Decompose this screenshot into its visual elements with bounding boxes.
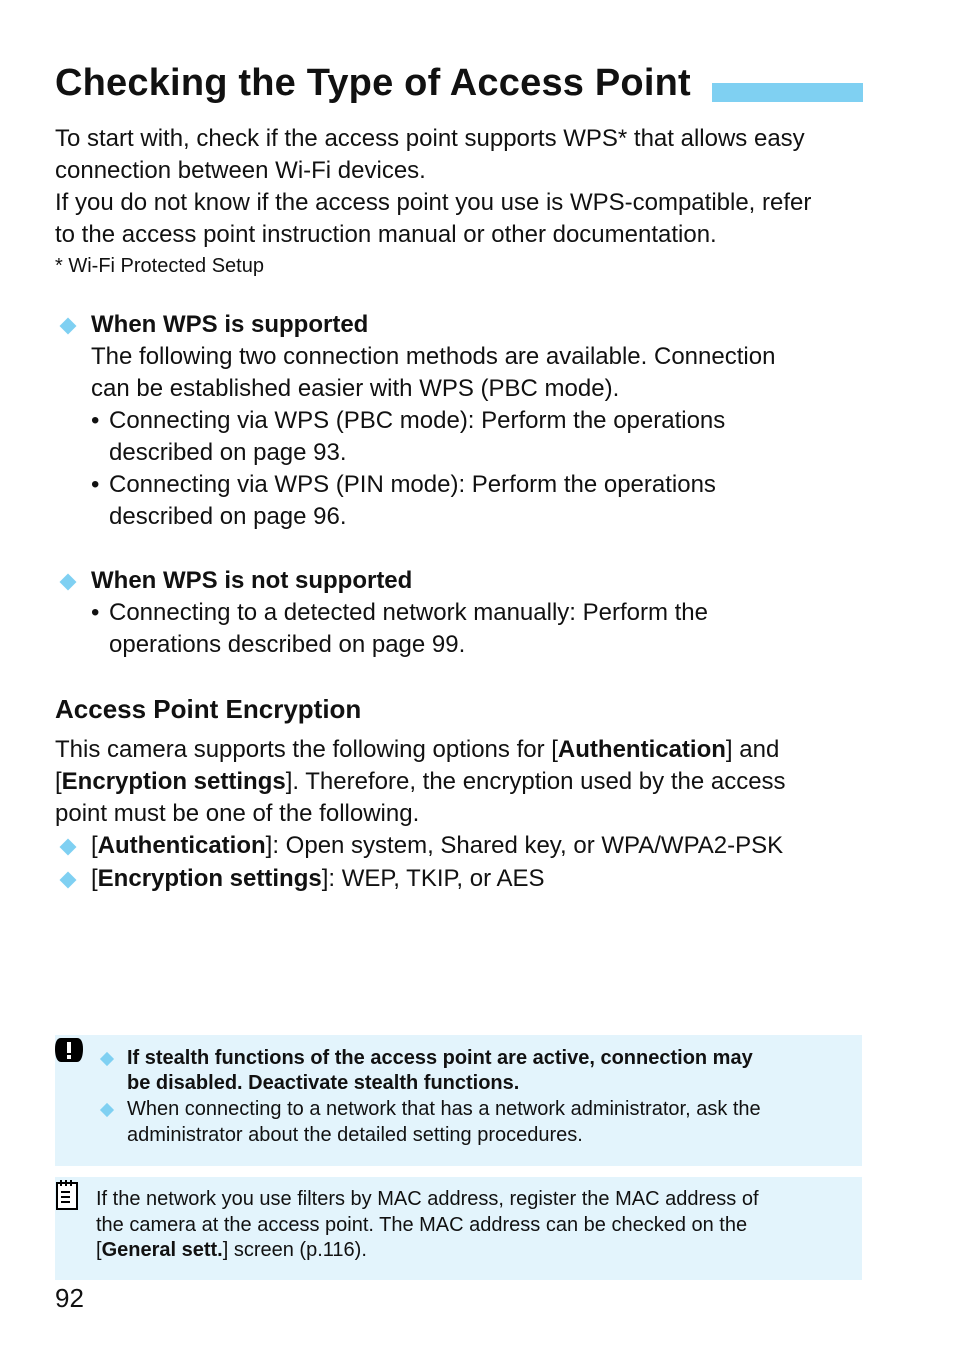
list-item-text: Connecting via WPS (PIN mode): Perform the operations: [109, 471, 716, 498]
caution-text: be disabled. Deactivate stealth functions.: [127, 1072, 520, 1094]
list-item-text: described on page 93.: [109, 439, 347, 466]
memo-icon: [56, 1179, 80, 1211]
intro-line: connection between Wi-Fi devices.: [55, 157, 426, 184]
bullet-icon: [60, 574, 77, 591]
note-text: [General sett.] screen (p.116).: [96, 1239, 367, 1261]
body-line: can be established easier with WPS (PBC mode).: [91, 375, 620, 402]
caution-text: administrator about the detailed setting procedures.: [127, 1124, 583, 1146]
note-text: the camera at the access point. The MAC address can be checked on the: [96, 1214, 748, 1236]
section-heading: When WPS is supported: [91, 311, 369, 338]
section-heading: When WPS is not supported: [91, 567, 413, 594]
body-line: point must be one of the following.: [55, 800, 420, 827]
list-item-text: Connecting via WPS (PBC mode): Perform the operations: [109, 407, 726, 434]
intro-line: to the access point instruction manual or other documentation.: [55, 221, 717, 248]
list-item: • Connecting via WPS (PBC mode): Perform the operations: [91, 407, 726, 434]
title-accent-bar: [712, 83, 863, 102]
footnote: * Wi-Fi Protected Setup: [55, 255, 264, 277]
list-item: [Encryption settings]: WEP, TKIP, or AES: [91, 865, 545, 892]
bullet-icon: [60, 839, 77, 856]
caution-text: If stealth functions of the access point are active, connection may: [127, 1047, 753, 1069]
note-text: If the network you use filters by MAC address, register the MAC address of: [96, 1188, 759, 1210]
list-item-text: operations described on page 99.: [109, 631, 466, 658]
body-line: This camera supports the following options for [Authentication] and: [55, 736, 780, 763]
body-line: The following two connection methods are available. Connection: [91, 343, 776, 370]
body-line: [Encryption settings]. Therefore, the encryption used by the access: [55, 768, 786, 795]
list-item: [Authentication]: Open system, Shared key, or WPA/WPA2-PSK: [91, 832, 784, 859]
intro-line: To start with, check if the access point supports WPS* that allows easy: [55, 125, 805, 152]
bullet-icon: [60, 318, 77, 335]
intro-line: If you do not know if the access point you use is WPS-compatible, refer: [55, 189, 812, 216]
list-item: • Connecting via WPS (PIN mode): Perform the operations: [91, 471, 716, 498]
list-item-text: Connecting to a detected network manually: Perform the: [109, 599, 708, 626]
list-item-text: described on page 96.: [109, 503, 347, 530]
caution-icon: [54, 1036, 84, 1064]
page-number: 92: [55, 1283, 84, 1313]
page-title: Checking the Type of Access Point: [55, 62, 691, 104]
caution-text: When connecting to a network that has a network administrator, ask the: [127, 1098, 761, 1120]
bullet-icon: [60, 872, 77, 889]
list-item: • Connecting to a detected network manually: Perform the: [91, 599, 708, 626]
section-subheading: Access Point Encryption: [55, 694, 362, 724]
